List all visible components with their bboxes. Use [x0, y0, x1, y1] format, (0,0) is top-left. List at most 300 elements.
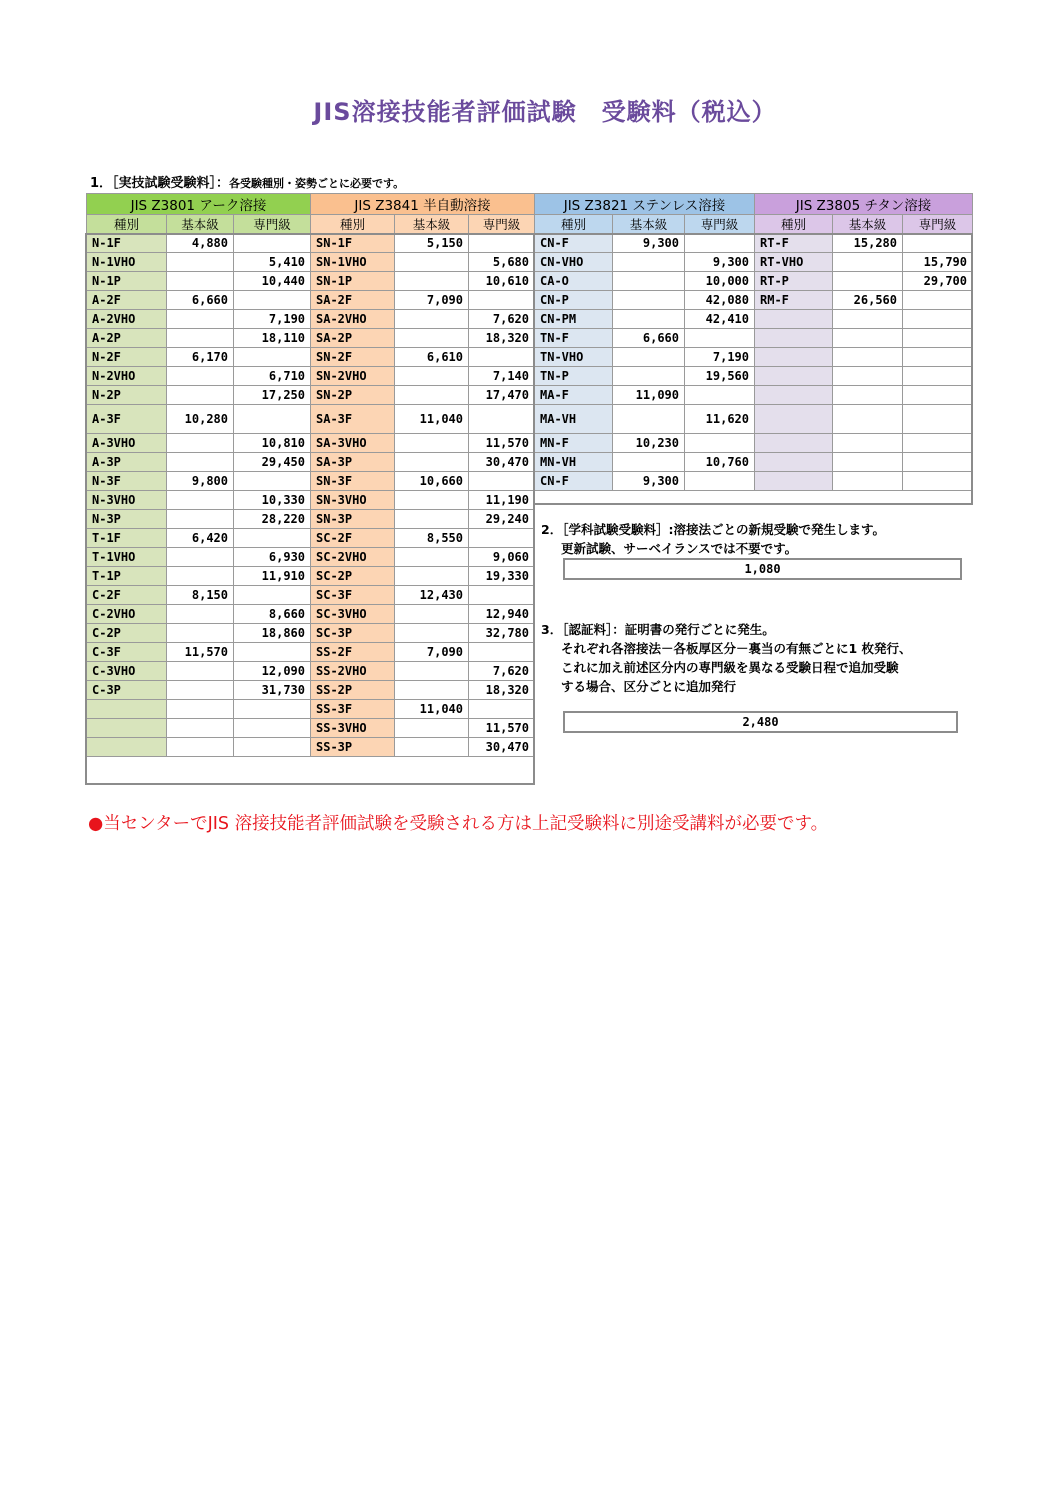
type-cell: SS-2VHO — [311, 662, 395, 681]
basic-cell — [167, 491, 234, 510]
table-row — [87, 662, 311, 681]
basic-cell — [395, 681, 469, 700]
specialist-cell: 10,000 — [685, 272, 755, 291]
table-row — [311, 453, 535, 472]
basic-cell — [613, 348, 685, 367]
type-cell: N-3F — [87, 472, 167, 491]
semi-group-title: JIS Z3841 半自動溶接 — [311, 194, 535, 215]
type-cell — [755, 310, 833, 329]
basic-cell — [395, 624, 469, 643]
type-cell — [755, 329, 833, 348]
basic-cell — [395, 253, 469, 272]
specialist-cell: 7,140 — [469, 367, 535, 386]
specialist-cell — [234, 586, 311, 605]
written-exam-fee: 1,080 — [563, 558, 962, 580]
table-row — [87, 567, 311, 586]
type-cell: CA-O — [535, 272, 613, 291]
table-row — [311, 586, 535, 605]
table-row — [755, 329, 973, 348]
table-row — [311, 329, 535, 348]
table-row — [311, 662, 535, 681]
specialist-cell: 19,330 — [469, 567, 535, 586]
basic-cell: 11,040 — [395, 700, 469, 719]
basic-cell: 8,150 — [167, 586, 234, 605]
type-cell: T-1F — [87, 529, 167, 548]
table-row — [755, 472, 973, 491]
table-row — [535, 291, 755, 310]
specialist-cell — [903, 434, 973, 453]
specialist-cell: 12,940 — [469, 605, 535, 624]
specialist-cell: 11,190 — [469, 491, 535, 510]
basic-cell — [395, 567, 469, 586]
table-row — [311, 472, 535, 491]
table-row — [755, 272, 973, 291]
type-cell — [87, 700, 167, 719]
section3-line2: それぞれ各溶接法－各板厚区分－裏当の有無ごとに1 枚発行、 — [561, 641, 912, 656]
table-row — [87, 253, 311, 272]
basic-cell — [167, 700, 234, 719]
table-row — [755, 405, 973, 434]
table-row — [311, 348, 535, 367]
table-row — [755, 348, 973, 367]
specialist-cell: 10,330 — [234, 491, 311, 510]
table-row — [311, 624, 535, 643]
table-row — [535, 348, 755, 367]
specialist-cell: 29,450 — [234, 453, 311, 472]
basic-cell: 7,090 — [395, 643, 469, 662]
header-type: 種別 — [535, 215, 613, 234]
specialist-cell — [234, 643, 311, 662]
specialist-cell — [903, 310, 973, 329]
semi-auto-welding-table — [310, 193, 535, 757]
type-cell: SN-3P — [311, 510, 395, 529]
basic-cell — [395, 510, 469, 529]
table-row — [311, 548, 535, 567]
type-cell: N-1VHO — [87, 253, 167, 272]
type-cell: C-2F — [87, 586, 167, 605]
specialist-cell: 29,240 — [469, 510, 535, 529]
specialist-cell: 11,620 — [685, 405, 755, 434]
basic-cell — [833, 253, 903, 272]
specialist-cell: 9,300 — [685, 253, 755, 272]
type-cell: N-1F — [87, 234, 167, 253]
basic-cell — [833, 310, 903, 329]
table-row — [311, 310, 535, 329]
basic-cell: 9,300 — [613, 472, 685, 491]
type-cell: SN-2VHO — [311, 367, 395, 386]
table-row — [311, 529, 535, 548]
specialist-cell — [469, 234, 535, 253]
basic-cell: 9,800 — [167, 472, 234, 491]
page-title: JIS溶接技能者評価試験 受験料（税込） — [313, 98, 777, 126]
specialist-cell: 18,860 — [234, 624, 311, 643]
table-row — [87, 738, 311, 757]
basic-cell: 11,040 — [395, 405, 469, 434]
basic-cell — [395, 367, 469, 386]
arc-welding-table — [86, 193, 311, 757]
type-cell: A-2F — [87, 291, 167, 310]
footnote: ●当センターでJIS 溶接技能者評価試験を受験される方は上記受験料に別途受講料が必要です。 — [88, 814, 829, 834]
specialist-cell — [469, 472, 535, 491]
specialist-cell — [903, 453, 973, 472]
type-cell: SN-3F — [311, 472, 395, 491]
type-cell: SS-2P — [311, 681, 395, 700]
type-cell — [755, 405, 833, 434]
header-type: 種別 — [87, 215, 167, 234]
specialist-cell — [234, 738, 311, 757]
table-row — [311, 681, 535, 700]
table-row — [87, 472, 311, 491]
sus-group-title: JIS Z3821 ステンレス溶接 — [535, 194, 755, 215]
specialist-cell: 15,790 — [903, 253, 973, 272]
basic-cell — [167, 738, 234, 757]
table-row — [311, 367, 535, 386]
basic-cell: 6,660 — [613, 329, 685, 348]
basic-cell — [395, 548, 469, 567]
type-cell: SN-1P — [311, 272, 395, 291]
type-cell: N-2P — [87, 386, 167, 405]
section2-line1: 2．［学科試験受験料］:溶接法ごとの新規受験で発生します。 — [541, 522, 885, 537]
header-basic: 基本級 — [167, 215, 234, 234]
basic-cell — [167, 434, 234, 453]
header-specialist: 専門級 — [685, 215, 755, 234]
section3-line4: する場合、区分ごとに追加発行 — [561, 679, 737, 694]
type-cell: SC-3VHO — [311, 605, 395, 624]
type-cell: SC-2F — [311, 529, 395, 548]
specialist-cell — [234, 291, 311, 310]
titanium-welding-table — [754, 193, 973, 491]
table-row — [535, 367, 755, 386]
type-cell: SC-2VHO — [311, 548, 395, 567]
type-cell: SS-3P — [311, 738, 395, 757]
basic-cell — [613, 453, 685, 472]
type-cell: A-2VHO — [87, 310, 167, 329]
specialist-cell: 7,620 — [469, 310, 535, 329]
basic-cell — [395, 310, 469, 329]
basic-cell: 11,570 — [167, 643, 234, 662]
specialist-cell: 5,680 — [469, 253, 535, 272]
table-row — [87, 329, 311, 348]
basic-cell — [167, 310, 234, 329]
table-row — [311, 510, 535, 529]
type-cell: SA-2P — [311, 329, 395, 348]
type-cell: CN-PM — [535, 310, 613, 329]
specialist-cell — [685, 386, 755, 405]
specialist-cell — [685, 472, 755, 491]
basic-cell — [167, 272, 234, 291]
table-row — [311, 567, 535, 586]
table-row — [311, 491, 535, 510]
header-type: 種別 — [311, 215, 395, 234]
specialist-cell: 11,570 — [469, 719, 535, 738]
type-cell: TN-P — [535, 367, 613, 386]
table-row — [311, 700, 535, 719]
table-row — [87, 291, 311, 310]
type-cell: SC-3F — [311, 586, 395, 605]
table-row — [311, 719, 535, 738]
type-cell: SN-3VHO — [311, 491, 395, 510]
type-cell: N-2F — [87, 348, 167, 367]
section3-line3: これに加え前述区分内の専門級を異なる受験日程で追加受験 — [561, 660, 899, 675]
type-cell — [87, 738, 167, 757]
table-row — [87, 700, 311, 719]
basic-cell: 5,150 — [395, 234, 469, 253]
specialist-cell: 10,810 — [234, 434, 311, 453]
specialist-cell — [903, 405, 973, 434]
table-row — [87, 548, 311, 567]
type-cell: CN-F — [535, 472, 613, 491]
table-row — [87, 234, 311, 253]
specialist-cell: 17,470 — [469, 386, 535, 405]
specialist-cell — [685, 434, 755, 453]
section1-heading-label: 1．［実技試験受験料］： — [90, 176, 230, 191]
specialist-cell: 7,190 — [685, 348, 755, 367]
specialist-cell — [469, 529, 535, 548]
specialist-cell: 18,320 — [469, 329, 535, 348]
basic-cell — [167, 329, 234, 348]
table-row — [87, 367, 311, 386]
table-row — [87, 491, 311, 510]
basic-cell: 10,280 — [167, 405, 234, 434]
type-cell: C-2VHO — [87, 605, 167, 624]
type-cell: SA-2F — [311, 291, 395, 310]
type-cell: SC-3P — [311, 624, 395, 643]
specialist-cell: 28,220 — [234, 510, 311, 529]
table-row — [87, 510, 311, 529]
specialist-cell — [903, 386, 973, 405]
type-cell — [755, 472, 833, 491]
basic-cell: 8,550 — [395, 529, 469, 548]
specialist-cell: 30,470 — [469, 453, 535, 472]
table-row — [535, 234, 755, 253]
specialist-cell — [903, 472, 973, 491]
basic-cell — [167, 548, 234, 567]
table-row — [87, 310, 311, 329]
basic-cell — [167, 386, 234, 405]
type-cell: SA-3F — [311, 405, 395, 434]
specialist-cell: 7,620 — [469, 662, 535, 681]
specialist-cell: 5,410 — [234, 253, 311, 272]
basic-cell — [613, 310, 685, 329]
specialist-cell — [469, 291, 535, 310]
table-row — [535, 329, 755, 348]
specialist-cell: 7,190 — [234, 310, 311, 329]
type-cell: TN-VHO — [535, 348, 613, 367]
basic-cell — [395, 738, 469, 757]
table-row — [755, 434, 973, 453]
type-cell — [87, 719, 167, 738]
specialist-cell: 30,470 — [469, 738, 535, 757]
basic-cell — [395, 329, 469, 348]
basic-cell — [613, 253, 685, 272]
basic-cell — [395, 434, 469, 453]
specialist-cell — [685, 234, 755, 253]
basic-cell — [833, 348, 903, 367]
table-row — [755, 234, 973, 253]
type-cell — [755, 453, 833, 472]
basic-cell — [167, 662, 234, 681]
specialist-cell — [469, 643, 535, 662]
basic-cell — [167, 567, 234, 586]
basic-cell — [167, 510, 234, 529]
basic-cell: 12,430 — [395, 586, 469, 605]
specialist-cell: 29,700 — [903, 272, 973, 291]
basic-cell — [833, 434, 903, 453]
specialist-cell: 18,320 — [469, 681, 535, 700]
stainless-welding-table — [534, 193, 755, 491]
table-row — [755, 367, 973, 386]
section1-heading — [90, 172, 404, 191]
type-cell: SS-2F — [311, 643, 395, 662]
type-cell: N-3P — [87, 510, 167, 529]
header-specialist: 専門級 — [234, 215, 311, 234]
type-cell: RT-VHO — [755, 253, 833, 272]
basic-cell — [833, 329, 903, 348]
basic-cell — [833, 272, 903, 291]
type-cell: SN-1F — [311, 234, 395, 253]
section2-text — [541, 520, 885, 558]
table-row — [755, 310, 973, 329]
type-cell: MA-VH — [535, 405, 613, 434]
header-basic: 基本級 — [395, 215, 469, 234]
specialist-cell: 17,250 — [234, 386, 311, 405]
specialist-cell: 19,560 — [685, 367, 755, 386]
basic-cell — [167, 719, 234, 738]
basic-cell — [167, 453, 234, 472]
specialist-cell — [469, 348, 535, 367]
specialist-cell — [234, 234, 311, 253]
type-cell — [755, 367, 833, 386]
type-cell: SN-1VHO — [311, 253, 395, 272]
basic-cell: 9,300 — [613, 234, 685, 253]
table-row — [535, 453, 755, 472]
type-cell: CN-F — [535, 234, 613, 253]
type-cell: C-3F — [87, 643, 167, 662]
table-row — [87, 643, 311, 662]
type-cell: C-3P — [87, 681, 167, 700]
table-row — [87, 348, 311, 367]
specialist-cell — [685, 329, 755, 348]
table-row — [87, 405, 311, 434]
type-cell: TN-F — [535, 329, 613, 348]
table-row — [87, 586, 311, 605]
type-cell: MN-VH — [535, 453, 613, 472]
basic-cell — [833, 472, 903, 491]
table-row — [311, 386, 535, 405]
table-row — [311, 234, 535, 253]
table-row — [535, 310, 755, 329]
type-cell: CN-VHO — [535, 253, 613, 272]
type-cell: CN-P — [535, 291, 613, 310]
specialist-cell: 11,570 — [469, 434, 535, 453]
basic-cell: 15,280 — [833, 234, 903, 253]
basic-cell — [395, 272, 469, 291]
specialist-cell: 6,930 — [234, 548, 311, 567]
basic-cell: 6,610 — [395, 348, 469, 367]
specialist-cell: 6,710 — [234, 367, 311, 386]
type-cell: A-3F — [87, 405, 167, 434]
type-cell: SA-3P — [311, 453, 395, 472]
table-row — [755, 386, 973, 405]
basic-cell — [833, 386, 903, 405]
specialist-cell — [903, 367, 973, 386]
basic-cell — [395, 491, 469, 510]
basic-cell: 6,420 — [167, 529, 234, 548]
specialist-cell — [234, 529, 311, 548]
type-cell — [755, 386, 833, 405]
section2-line2: 更新試験、サーベイランスでは不要です。 — [561, 541, 798, 556]
type-cell: RT-F — [755, 234, 833, 253]
table-row — [755, 453, 973, 472]
header-basic: 基本級 — [833, 215, 903, 234]
header-specialist: 専門級 — [469, 215, 535, 234]
table-row — [311, 643, 535, 662]
type-cell: SS-3VHO — [311, 719, 395, 738]
basic-cell — [613, 405, 685, 434]
basic-cell — [167, 681, 234, 700]
table-row — [535, 472, 755, 491]
basic-cell — [613, 367, 685, 386]
type-cell: N-2VHO — [87, 367, 167, 386]
basic-cell — [833, 405, 903, 434]
section1-note: 各受験種別・姿勢ごとに必要です。 — [229, 177, 405, 190]
specialist-cell: 10,610 — [469, 272, 535, 291]
basic-cell — [167, 605, 234, 624]
type-cell: RT-P — [755, 272, 833, 291]
basic-cell — [833, 453, 903, 472]
header-specialist: 専門級 — [903, 215, 973, 234]
table-row — [87, 605, 311, 624]
table-row — [311, 605, 535, 624]
section3-line1: 3．［認証料］：証明書の発行ごとに発生。 — [541, 622, 775, 637]
basic-cell — [613, 291, 685, 310]
basic-cell — [395, 386, 469, 405]
basic-cell — [167, 624, 234, 643]
specialist-cell: 11,910 — [234, 567, 311, 586]
specialist-cell: 10,440 — [234, 272, 311, 291]
type-cell: MA-F — [535, 386, 613, 405]
type-cell: SN-2F — [311, 348, 395, 367]
table-row — [755, 291, 973, 310]
basic-cell — [833, 367, 903, 386]
specialist-cell: 9,060 — [469, 548, 535, 567]
basic-cell: 11,090 — [613, 386, 685, 405]
type-cell: C-3VHO — [87, 662, 167, 681]
basic-cell: 6,170 — [167, 348, 234, 367]
type-cell: MN-F — [535, 434, 613, 453]
basic-cell: 4,880 — [167, 234, 234, 253]
specialist-cell — [234, 719, 311, 738]
specialist-cell — [234, 348, 311, 367]
table-row — [311, 434, 535, 453]
basic-cell: 6,660 — [167, 291, 234, 310]
specialist-cell — [234, 472, 311, 491]
specialist-cell: 12,090 — [234, 662, 311, 681]
basic-cell — [395, 605, 469, 624]
type-cell: RM-F — [755, 291, 833, 310]
basic-cell — [167, 253, 234, 272]
type-cell: SA-2VHO — [311, 310, 395, 329]
table-row — [535, 386, 755, 405]
basic-cell — [395, 719, 469, 738]
table-row — [311, 272, 535, 291]
type-cell: T-1P — [87, 567, 167, 586]
specialist-cell: 8,660 — [234, 605, 311, 624]
certification-fee: 2,480 — [563, 711, 958, 733]
ti-group-title: JIS Z3805 チタン溶接 — [755, 194, 973, 215]
table-row — [87, 453, 311, 472]
type-cell: A-2P — [87, 329, 167, 348]
